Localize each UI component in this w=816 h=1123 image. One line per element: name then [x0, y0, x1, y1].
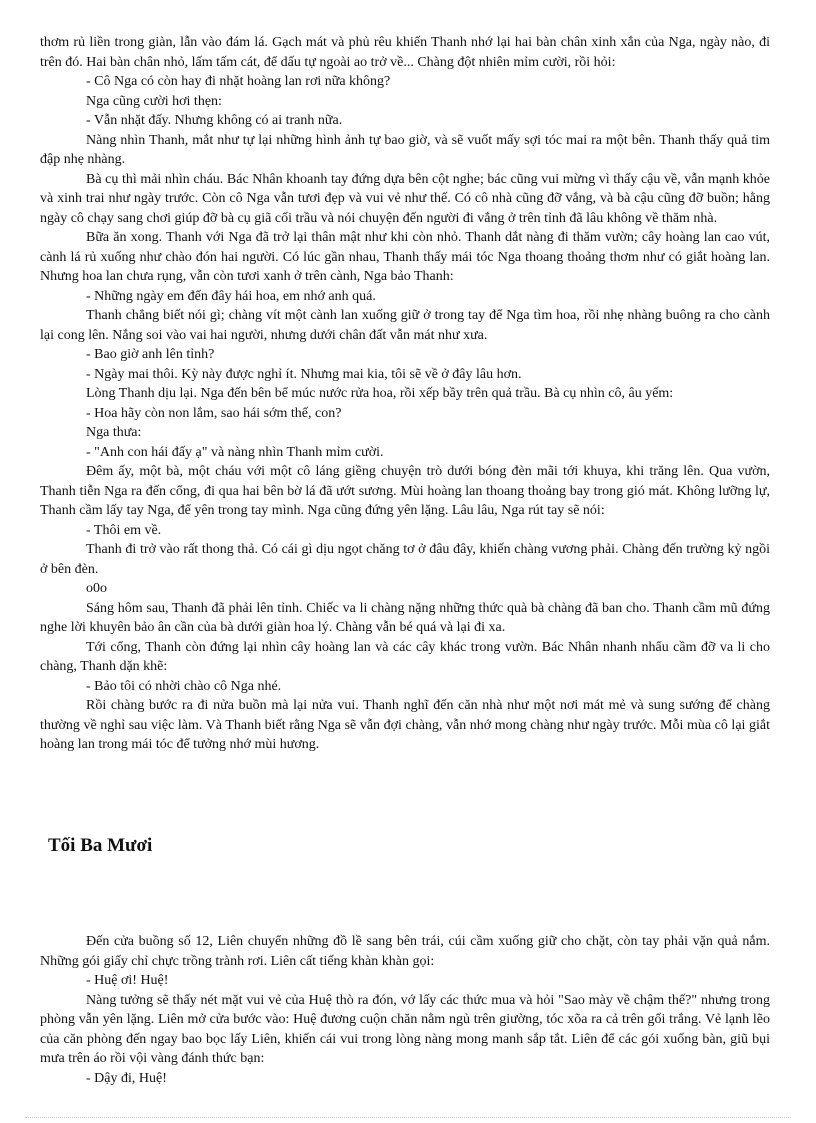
paragraph: Nga thưa:: [86, 425, 142, 440]
paragraph: - Bảo tôi có nhời chào cô Nga nhé.: [86, 678, 282, 694]
paragraph: Tới cổng, Thanh còn đứng lại nhìn cây hoàng lan và các cây khác trong vườn. Bác Nhân nhanh nhẩu cầm đỡ va li cho chàng, Thanh dặn khẽ:: [40, 639, 770, 674]
paragraph: - Bao giờ anh lên tỉnh?: [86, 347, 215, 362]
paragraph: - Huệ ơi! Huệ!: [86, 973, 169, 988]
chapter-title: Tối Ba Mươi: [48, 835, 153, 856]
paragraph: Đêm ấy, một bà, một cháu với một cô láng giềng chuyện trò dưới bóng đèn mãi tới khuya, khi trăng lên. Qua vườn, Thanh tiễn Nga ra đến cổng, đi qua hai bên bờ lá đã ướt sương. Mùi hoàng lan thoang thoảng bay trong gió mát. Không lưỡng lự, Thanh cầm lấy tay Nga, để yên trong tay mình. Nga cũng đứng yên lặng. Lâu lâu, Nga rút tay sẽ nói:: [40, 464, 770, 518]
paragraph: - Dậy đi, Huệ!: [86, 1070, 167, 1086]
paragraph: Bữa ăn xong. Thanh với Nga đã trở lại thân mật như khi còn nhỏ. Thanh dắt nàng đi thăm vườn; cây hoàng lan cao vút, cành lá rủ xuống như chào đón hai người. Có lúc gần nhau, Thanh thấy mái tóc Nga thoang thoảng thơm như có giắt hoàng lan. Nhưng hoa lan chưa rụng, vẫn còn tươi xanh ở trên cành, Nga bảo Thanh:: [40, 230, 770, 284]
paragraph: Rồi chàng bước ra đi nửa buồn mà lại nửa vui. Thanh nghĩ đến căn nhà như một nơi mát mẻ và sung sướng để chàng thường về nghỉ sau việc làm. Và Thanh biết rằng Nga sẽ vẫn đợi chàng, vẫn nhớ mong chàng như ngày trước. Mỗi mùa cô lại giắt hoàng lan trong mái tóc để tưởng nhớ mùi hương.: [40, 698, 770, 752]
paragraph: Nàng tưởng sẽ thấy nét mặt vui vẻ của Huệ thò ra đón, vớ lấy các thức mua và hỏi "Sao mày về chậm thế?" nhưng trong phòng vẫn yên lặng. Liên mở cửa bước vào: Huệ đương cuộn chăn nằm ngủ trên giường, tóc xõa ra cả trên gối trắng. Vẻ lạnh lẽo của căn phòng đến ngay bao bọc lấy Liên, khiến cái vui trong lòng nàng mong manh sắp tắt. Liên để các gói xuống bàn, giũ bụi mưa trên áo rồi vội vàng đánh thức bạn:: [40, 992, 770, 1066]
paragraph: o0o: [86, 581, 107, 596]
paragraph: - Vẫn nhặt đấy. Nhưng không có ai tranh nữa.: [86, 113, 343, 128]
paragraph: - Ngày mai thôi. Kỳ này được nghỉ ít. Nhưng mai kia, tôi sẽ về ở đây lâu hơn.: [86, 366, 522, 382]
paragraph: Thanh chẳng biết nói gì; chàng vít một cành lan xuống giữ ở trong tay để Nga tìm hoa, rồi nhẹ nhàng buông ra cho cành lại cong lên. Nắng soi vào vai hai người, nhưng dưới chân đất vẫn mát như xưa.: [40, 308, 770, 343]
paragraph: thơm rủ liền trong giàn, lẫn vào đám lá. Gạch mát và phủ rêu khiến Thanh nhớ lại hai bàn chân xinh xắn của Nga, ngày nào, đi trên đó. Hai bàn chân nhỏ, lấm tấm cát, để dấu tự ngoài ao trở về... Chàng đột nhiên mỉm cười, rồi hỏi:: [40, 35, 770, 70]
paragraph: Đến cửa buồng số 12, Liên chuyển những đồ lề sang bên trái, cúi cầm xuống giữ cho chặt, còn tay phải vặn quả nắm. Những gói giấy chỉ chực trồng trành rơi. Liên cất tiếng khàn khàn gọi:: [40, 934, 770, 969]
paragraph: - Hoa hãy còn non lắm, sao hái sớm thế, con?: [86, 405, 342, 421]
paragraph: Nga cũng cười hơi thẹn:: [86, 93, 222, 109]
paragraph: - Cô Nga có còn hay đi nhặt hoàng lan rơi nữa không?: [86, 74, 391, 89]
paragraph: Bà cụ thì mải nhìn cháu. Bác Nhân khoanh tay đứng dựa bên cột nghe; bác cũng vui mừng vì thấy cậu về, vẫn mạnh khỏe và xinh trai như ngày trước. Còn cô Nga vẫn tươi đẹp và vui vẻ như thế. Có cô nhà cũng đỡ vắng, và bà cậu cũng đỡ buồn; hằng ngày cô chạy sang chơi giúp đỡ bà cụ giã cối trầu và nói chuyện đến người đi vắng ở trên tỉnh đã lâu không về thăm nhà.: [40, 171, 770, 226]
story-text-part-one: [40, 33, 770, 755]
page-bottom-divider: [25, 1117, 791, 1118]
paragraph: Nàng nhìn Thanh, mắt như tự lại những hình ảnh tự bao giờ, và sẽ vuốt mấy sợi tóc mai ra một bên. Thanh thấy quả tim đập nhẹ nhàng.: [40, 132, 770, 167]
story-text-part-two: [40, 932, 770, 1088]
paragraph: - "Anh con hái đấy ạ" và nàng nhìn Thanh mỉm cười.: [86, 444, 384, 460]
paragraph: Thanh đi trở vào rất thong thả. Có cái gì dịu ngọt chăng tơ ở đâu đây, khiến chàng vương phải. Chàng đến trường kỷ ngồi ở bên đèn.: [40, 542, 770, 577]
paragraph: - Những ngày em đến đây hái hoa, em nhớ anh quá.: [86, 288, 376, 304]
paragraph: Lòng Thanh dịu lại. Nga đến bên bể múc nước rửa hoa, rồi xếp bầy trên quả trầu. Bà cụ nhìn cô, âu yếm:: [86, 386, 674, 401]
paragraph: Sáng hôm sau, Thanh đã phải lên tỉnh. Chiếc va li chàng nặng những thức quà bà chàng đã ban cho. Thanh cầm mũ đứng nghe lời khuyên bảo ân cần của bà dưới giàn hoa lý. Chàng vẫn bé quá và lại đi xa.: [40, 600, 770, 635]
paragraph: - Thôi em về.: [86, 522, 162, 538]
